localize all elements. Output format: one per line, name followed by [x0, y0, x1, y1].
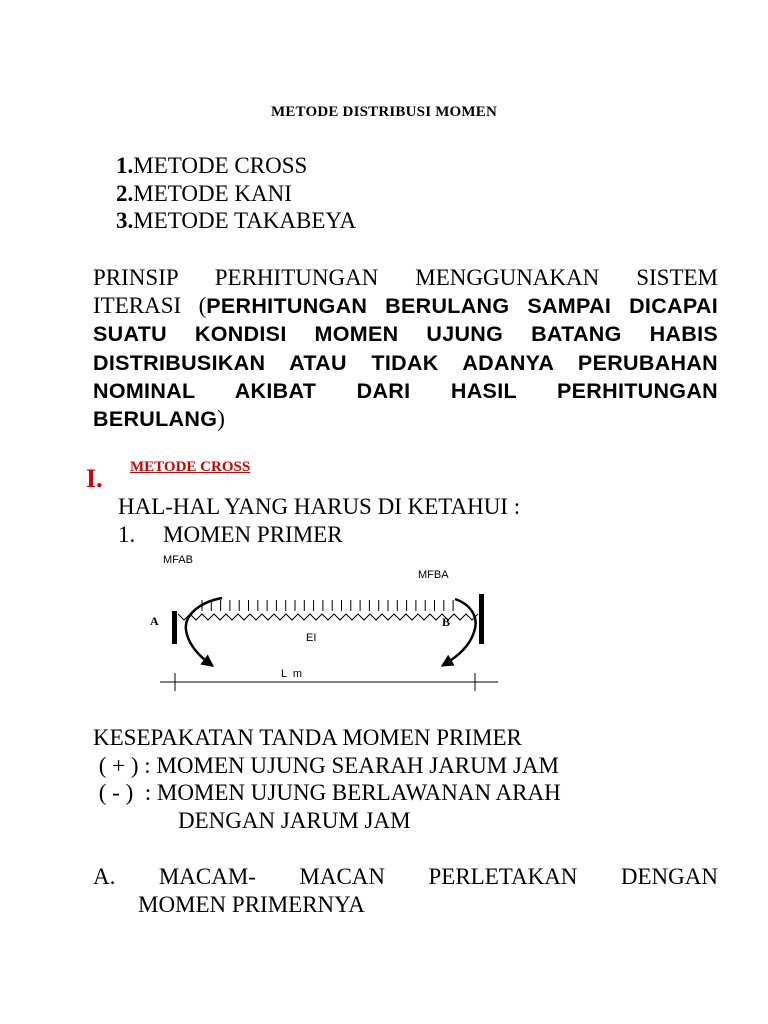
section-title: METODE CROSS: [130, 459, 251, 475]
sign-convention: [93, 724, 561, 834]
subheading: HAL-HAL YANG HARUS DI KETAHUI :: [118, 494, 521, 519]
page-title: METODE DISTRIBUSI MOMEN: [270, 104, 498, 120]
sign-minus: ( - ) : MOMEN UJUNG BERLAWANAN ARAH: [93, 780, 561, 805]
node-a-label: A: [150, 614, 159, 628]
sign-heading: KESEPAKATAN TANDA MOMEN PRIMER: [93, 725, 522, 750]
principle-paragraph: PRINSIP PERHITUNGAN MENGGUNAKAN SISTEM ITERASI (PERHITUNGAN BERULANG SAMPAI DICAPAI SUATU KONDISI MOMEN UJUNG BATANG HABIS DISTRIBUSIKAN ATAU TIDAK ADANYA PERUBAHAN NOMINAL AKIBAT DARI HASIL PERHITUNGAN BERULANG): [93, 265, 718, 432]
item-a-cont: MOMEN PRIMERNYA: [138, 892, 365, 917]
principle-bold: PERHITUNGAN BERULANG SAMPAI DICAPAI SUATU KONDISI MOMEN UJUNG BATANG HABIS DISTRIBUSIKAN ATAU TIDAK ADANYA PERUBAHAN NOMINAL AKIBAT DARI HASIL PERHITUNGAN BERULANG: [93, 294, 718, 432]
section-number: I.: [86, 464, 103, 493]
ei-label: EI: [306, 632, 317, 644]
mfba-label: MFBA: [418, 569, 449, 581]
item-a: A. MACAM- MACAN PERLETAKAN DENGAN: [93, 864, 718, 889]
moment-arrow-a: [186, 598, 222, 664]
sign-plus: ( + ) : MOMEN UJUNG SEARAH JARUM JAM: [93, 752, 559, 778]
item-number: 1.: [118, 522, 136, 547]
list-item: 1.METODE CROSS: [116, 153, 308, 178]
node-b-label: B: [442, 615, 451, 629]
mfab-label: MFAB: [163, 554, 193, 566]
list-item: 2.METODE KANI: [116, 180, 292, 206]
distributed-load: [202, 600, 453, 611]
length-label: L m: [281, 668, 302, 680]
support-a: [172, 611, 177, 644]
moment-arrow-b: [445, 599, 476, 664]
list-item: 3.METODE TAKABEYA: [116, 208, 357, 233]
item-label: MOMEN PRIMER: [163, 522, 343, 547]
support-b: [479, 594, 484, 644]
beam-line: [178, 614, 478, 620]
sign-minus-cont: DENGAN JARUM JAM: [178, 807, 411, 833]
